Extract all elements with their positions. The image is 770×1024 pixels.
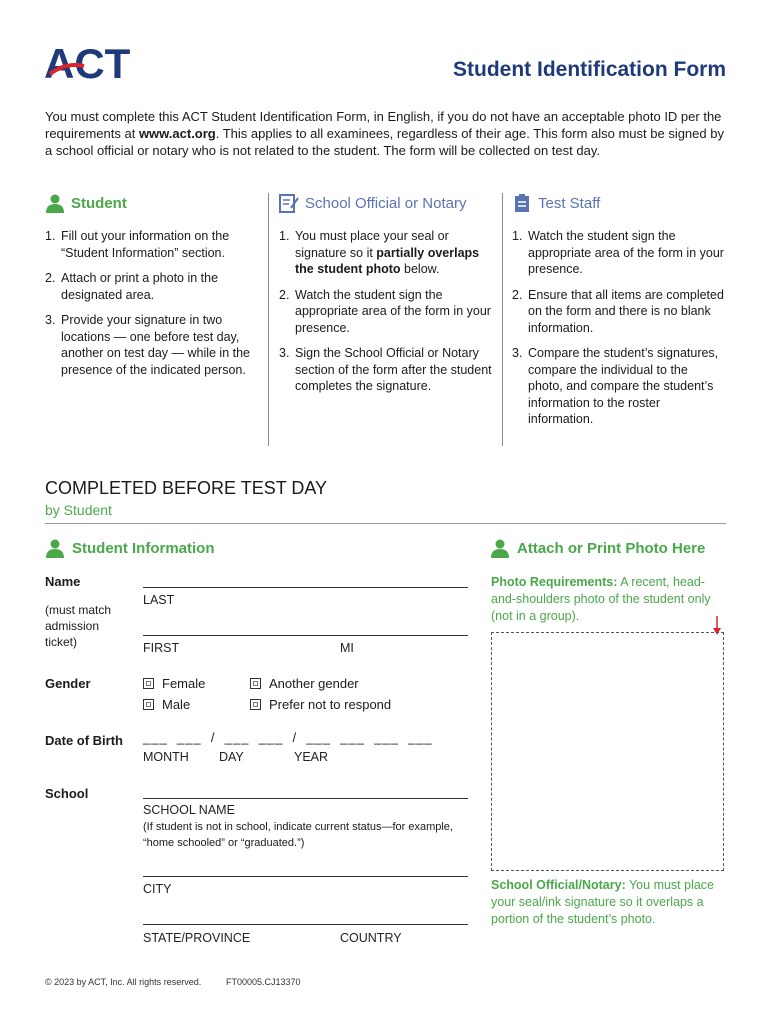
- checkbox[interactable]: [143, 678, 154, 689]
- official-column-heading: School Official or Notary: [279, 193, 466, 213]
- student-instructions: [45, 228, 260, 387]
- intro-paragraph: You must complete this ACT Student Identification Form, in English, if you do not have an acceptable photo ID per the requirements at www.act.org. This applies to all examinees, regardless of their age. This form also must be signed by a school official or notary who is not related to the student. The form will be collected on test day.: [45, 109, 724, 158]
- staff-instructions: [512, 228, 724, 437]
- student-info-heading: Student Information: [45, 538, 215, 558]
- list-item: 1. You must place your seal or signature so it partially overlaps the student photo below.: [279, 229, 480, 276]
- city-field[interactable]: [143, 876, 468, 877]
- name-note: (must match admission ticket): [45, 603, 112, 649]
- list-item: 3. Provide your signature in two locations — one before test day, another on test day — while in the presence of the indicated person.: [45, 313, 251, 377]
- list-item: 3. Compare the student’s signatures, compare the individual to the photo, and compare the student’s information to the roster information.: [512, 346, 719, 426]
- gender-prefer-not-checkbox[interactable]: Prefer not to respond: [250, 697, 391, 712]
- school-name-label: SCHOOL NAME: [143, 803, 235, 817]
- school-note: (If student is not in school, indicate current status—for example, “home schooled” or “graduated.”): [143, 821, 453, 849]
- photo-attach-area[interactable]: [491, 632, 724, 871]
- name-label: Name: [45, 574, 81, 589]
- list-item: 1. Fill out your information on the “Student Information” section.: [45, 229, 230, 260]
- year-label: YEAR: [294, 750, 329, 764]
- svg-text:ACT: ACT: [44, 44, 131, 84]
- checkbox[interactable]: [143, 699, 154, 710]
- clipboard-icon: [512, 193, 532, 213]
- city-label: CITY: [143, 882, 172, 896]
- dob-label: Date of Birth: [45, 733, 123, 748]
- form-signature-icon: [279, 193, 299, 213]
- column-divider: [268, 193, 269, 446]
- state-label: STATE/PROVINCE: [143, 931, 251, 945]
- state-country-field[interactable]: [143, 924, 468, 925]
- day-label: DAY: [219, 750, 244, 764]
- act-logo: [44, 44, 180, 84]
- person-icon: [45, 538, 65, 558]
- section-divider: [45, 523, 726, 524]
- last-name-field[interactable]: [143, 587, 468, 588]
- staff-column-heading: Test Staff: [512, 193, 600, 213]
- school-label: School: [45, 786, 89, 801]
- student-column-heading: Student: [45, 193, 127, 213]
- section-title: COMPLETED BEFORE TEST DAY: [45, 478, 328, 498]
- photo-heading: Attach or Print Photo Here: [490, 538, 705, 558]
- person-icon: [490, 538, 510, 558]
- checkbox[interactable]: [250, 678, 261, 689]
- gender-label: Gender: [45, 676, 91, 691]
- gender-male-checkbox[interactable]: Male: [143, 697, 190, 712]
- gender-another-checkbox[interactable]: Another gender: [250, 676, 359, 691]
- column-divider: [502, 193, 503, 446]
- official-instructions: [279, 228, 494, 404]
- footer-copyright: © 2023 by ACT, Inc. All rights reserved.: [45, 977, 202, 987]
- photo-requirements: Photo Requirements: A recent, head-and-shoulders photo of the student only (not in a group).: [491, 575, 711, 623]
- dob-field[interactable]: ___ ___ / ___ ___ / ___ ___ ___ ___: [143, 730, 433, 745]
- first-label: FIRST: [143, 641, 180, 655]
- act-website-link[interactable]: www.act.org: [138, 126, 216, 141]
- list-item: 1. Watch the student sign the appropriate area of the form in your presence.: [512, 229, 724, 276]
- section-subtitle: by Student: [45, 502, 112, 518]
- list-item: 2. Ensure that all items are completed on the form and there is no blank information.: [512, 287, 724, 335]
- checkbox[interactable]: [250, 699, 261, 710]
- page-title: Student Identification Form: [453, 58, 726, 81]
- list-item: 2. Watch the student sign the appropriate area of the form in your presence.: [279, 287, 491, 335]
- last-label: LAST: [143, 593, 175, 607]
- first-name-field[interactable]: [143, 635, 468, 636]
- act-logo-mark: [44, 44, 180, 84]
- month-label: MONTH: [143, 750, 189, 764]
- gender-female-checkbox[interactable]: Female: [143, 676, 205, 691]
- school-name-field[interactable]: [143, 798, 468, 799]
- person-icon: [45, 193, 65, 213]
- country-label: COUNTRY: [340, 931, 402, 945]
- list-item: 2. Attach or print a photo in the designated area.: [45, 271, 219, 302]
- mi-label: MI: [340, 641, 354, 655]
- footer-form-code: FT00005.CJ13370: [226, 977, 301, 987]
- list-item: 3. Sign the School Official or Notary section of the form after the student completes the signature.: [279, 346, 492, 393]
- official-photo-note: School Official/Notary: You must place your seal/ink signature so it overlaps a portion of the student’s photo.: [491, 878, 715, 926]
